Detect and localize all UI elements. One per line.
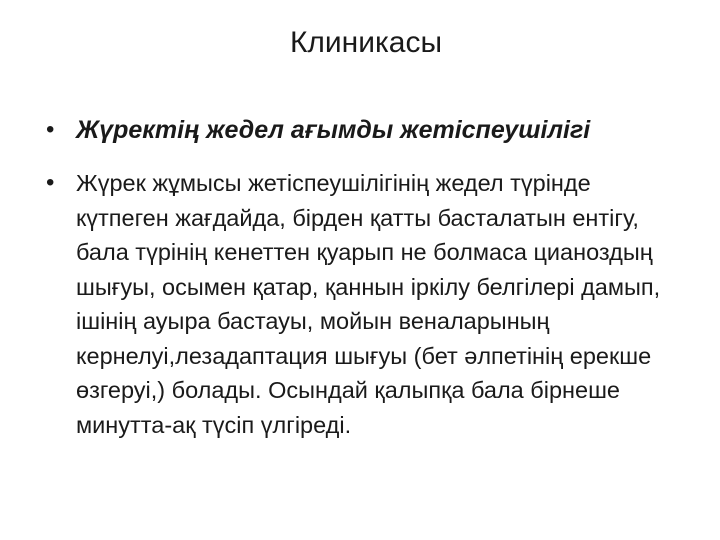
bullet-icon: • — [46, 169, 55, 196]
bullet-icon: • — [46, 116, 55, 143]
bullet-item-description — [44, 166, 684, 442]
bullet-text: Жүрек жұмысы жетіспеушілігінің жедел түрінде күтпеген жағдайда, бірден қатты басталатын ентігу, бала түрінің кенеттен қуарып не болмаса цианоздың шығуы, осымен қатар, қаннын іркілу белгілері дамып, ішінің ауыра бастауы, мойын веналарының кернелуі,лезадаптация шығуы (бет әлпетінің ерекше өзгеруі,) болады. Осындай қалыпқа бала бірнеше минутта-ақ түсіп үлгіреді. — [76, 170, 661, 438]
bullet-item-heading — [44, 112, 704, 148]
slide-title: Клиникасы — [289, 26, 443, 59]
bullet-list — [44, 112, 704, 442]
bullet-text: Жүректің жедел ағымды жетіспеушілігі — [76, 116, 591, 144]
